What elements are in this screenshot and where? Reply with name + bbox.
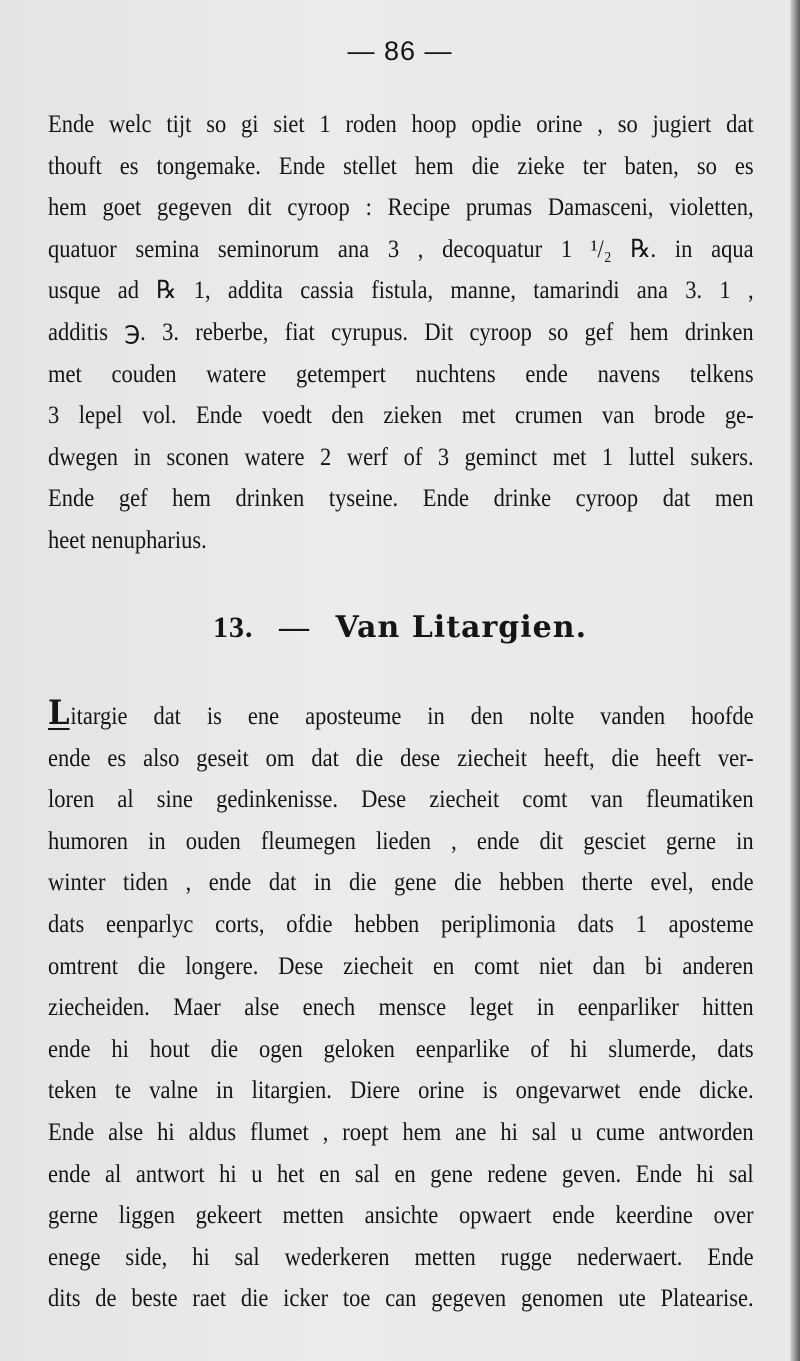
first-line-text: itargie dat is ene aposteume in den nolte vanden hoofde xyxy=(70,703,754,730)
text-line: ende hi hout die ogen geloken eenparlike of hi slumerde, dats xyxy=(48,1035,754,1063)
text-line: gerne liggen gekeert metten ansichte opwaert ende keerdine over xyxy=(48,1202,754,1230)
text-line: humoren in ouden fleumegen lieden , ende dit gesciet gerne in xyxy=(48,827,754,855)
text-line: dwegen in sconen watere 2 werf of 3 geminct met 1 luttel sukers. xyxy=(48,443,754,471)
page-edge-shadow xyxy=(790,0,800,1361)
text-line: dats eenparlyc corts, ofdie hebben periplimonia dats 1 aposteme xyxy=(48,910,754,938)
page-number: — 86 — xyxy=(347,36,453,66)
heading-dash: — xyxy=(278,611,310,644)
text-line: 3 lepel vol. Ende voedt den zieken met crumen van brode ge- xyxy=(48,402,754,430)
section-heading xyxy=(0,610,800,645)
text-line: usque ad ℞ 1, addita cassia fistula, manne, tamarindi ana 3. 1 , xyxy=(48,277,754,305)
text-line: quatuor semina seminorum ana 3 , decoquatur 1 ¹/₂ ℞. in aqua xyxy=(48,235,754,263)
text-line: teken te valne in litargien. Diere orine is ongevarwet ende dicke. xyxy=(48,1077,754,1105)
paragraph-1 xyxy=(48,104,754,562)
paragraph-2 xyxy=(48,696,754,1320)
text-line: winter tiden , ende dat in die gene die hebben therte evel, ende xyxy=(48,869,754,897)
text-line-first xyxy=(48,696,754,738)
text-line: additis ℈. 3. reberbe, fiat cyrupus. Dit cyroop so gef hem drinken xyxy=(48,318,754,346)
text-line: Ende welc tijt so gi siet 1 roden hoop opdie orine , so jugiert dat xyxy=(48,111,754,138)
text-line: ende es also geseit om dat die dese ziecheit heeft, die heeft ver- xyxy=(48,744,754,772)
text-line: hem goet gegeven dit cyroop : Recipe prumas Damasceni, violetten, xyxy=(48,194,754,222)
text-line: enege side, hi sal wederkeren metten rugge nederwaert. Ende xyxy=(48,1243,754,1271)
text-line: omtrent die longere. Dese ziecheit en comt niet dan bi anderen xyxy=(48,952,754,980)
text-line: Ende alse hi aldus flumet , roept hem ane hi sal u cume antworden xyxy=(48,1118,754,1146)
text-line: ziecheiden. Maer alse enech mensce leget in eenparliker hitten xyxy=(48,994,754,1022)
text-line: Ende gef hem drinken tyseine. Ende drinke cyroop dat men xyxy=(48,485,754,513)
text-line: heet nenupharius. xyxy=(48,526,207,554)
section-title: Van Litargien. xyxy=(335,610,588,645)
text-line: loren al sine gedinkenisse. Dese ziecheit comt van fleumatiken xyxy=(48,786,754,814)
drop-cap: L xyxy=(48,696,70,733)
text-line: thouft es tongemake. Ende stellet hem die zieke ter baten, so es xyxy=(48,152,754,180)
text-line: dits de beste raet die icker toe can gegeven genomen ute Platearise. xyxy=(48,1285,754,1313)
section-number: 13. xyxy=(212,611,254,644)
text-line: ende al antwort hi u het en sal en gene redene geven. Ende hi sal xyxy=(48,1160,754,1188)
text-line: met couden watere getempert nuchtens ende navens telkens xyxy=(48,360,754,388)
